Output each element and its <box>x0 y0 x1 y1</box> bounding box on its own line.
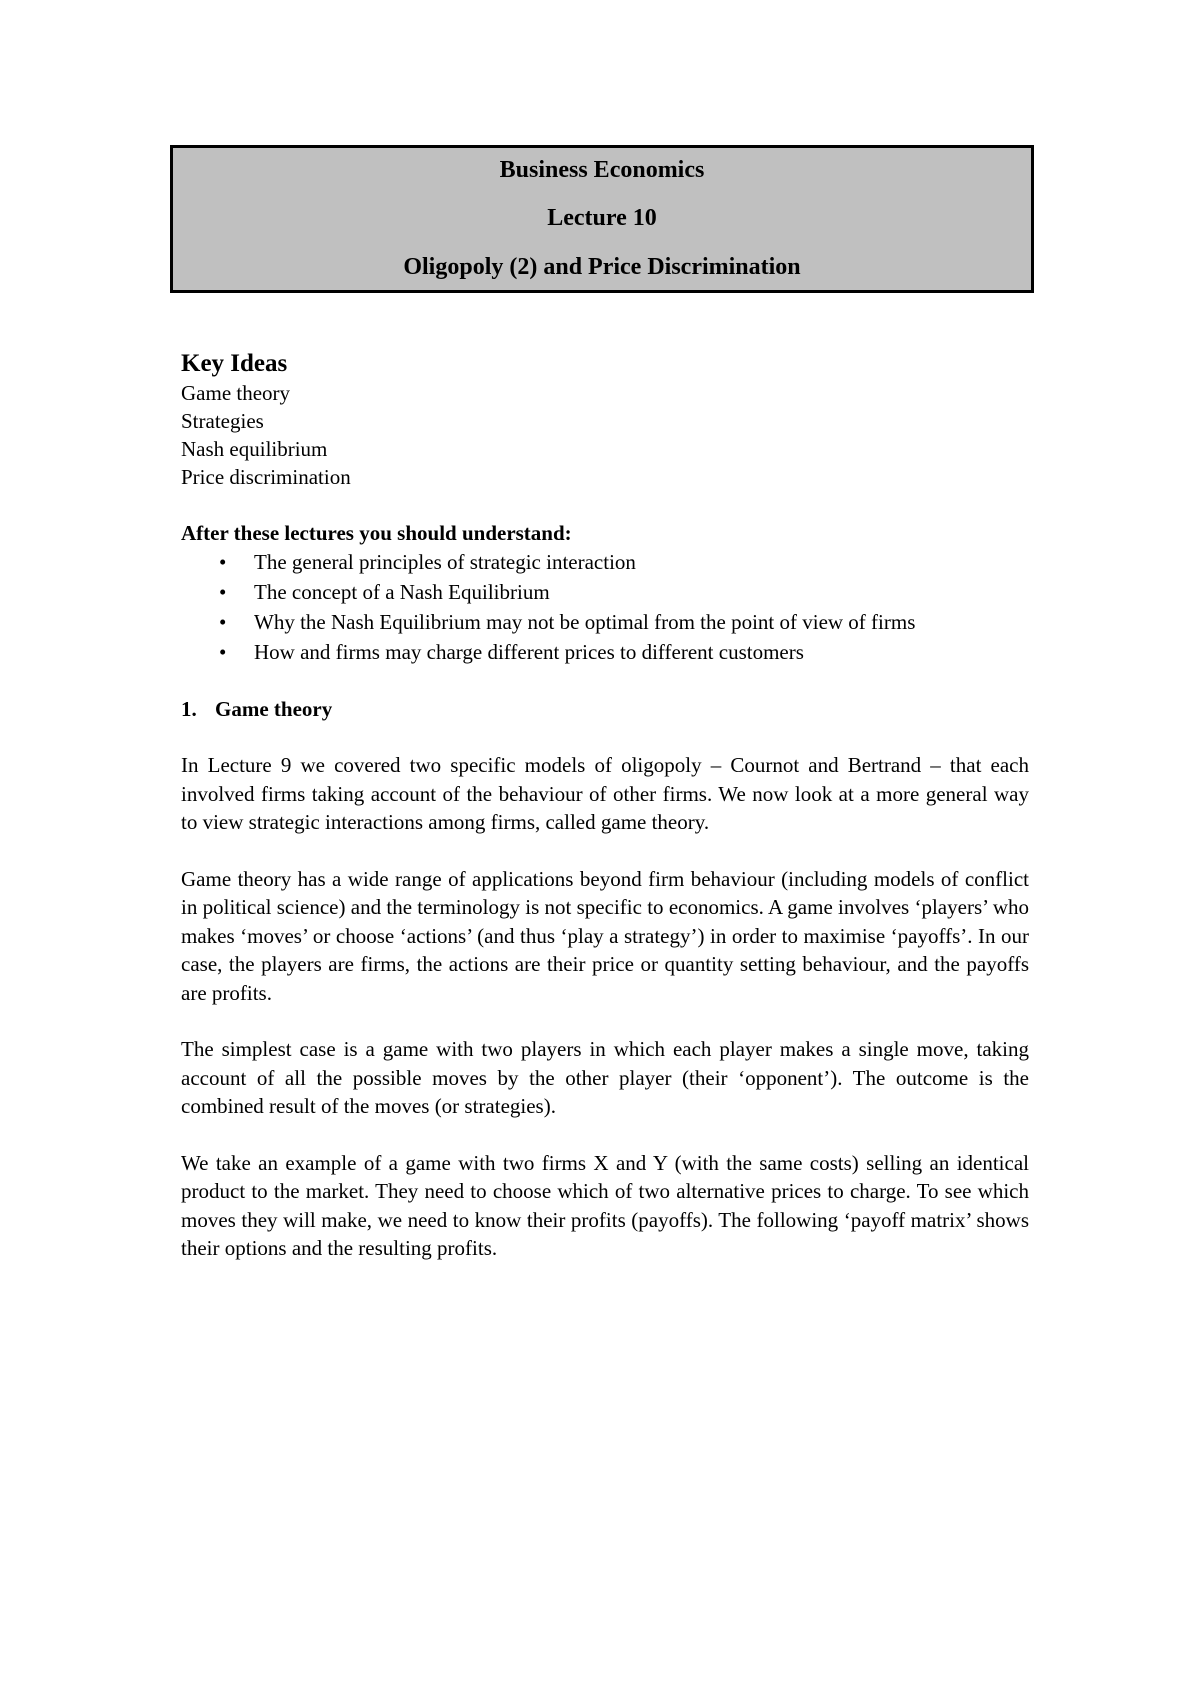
learning-outcomes-list <box>181 547 1029 667</box>
paragraph: In Lecture 9 we covered two specific models of oligopoly – Cournot and Bertrand – that each involved firms taking account of the behaviour of other firms. We now look at a more general way to view strategic interactions among firms, called game theory. <box>181 753 1029 834</box>
key-idea-item: Nash equilibrium <box>181 437 328 461</box>
key-idea-item: Strategies <box>181 409 264 433</box>
section-title: Game theory <box>215 697 333 721</box>
key-idea-item: Game theory <box>181 381 291 405</box>
learning-outcome-item <box>181 577 1029 607</box>
learning-outcome-item <box>181 607 1029 637</box>
spacer <box>181 667 1029 695</box>
bullet-icon: • <box>219 640 227 664</box>
spacer <box>181 1121 1029 1149</box>
spacer <box>181 723 1029 751</box>
title-box <box>170 145 1034 293</box>
course-title: Business Economics <box>499 157 705 183</box>
lecture-title: Oligopoly (2) and Price Discrimination <box>403 254 801 280</box>
learning-outcome-item <box>181 547 1029 577</box>
section-heading <box>181 695 1029 723</box>
learning-outcome-text: The concept of a Nash Equilibrium <box>254 580 550 604</box>
learning-outcome-text: The general principles of strategic interaction <box>254 550 636 574</box>
learning-outcome-item <box>181 637 1029 667</box>
bullet-icon: • <box>219 580 227 604</box>
spacer <box>181 837 1029 865</box>
paragraph: Game theory has a wide range of applications beyond firm behaviour (including models of conflict in political science) and the terminology is not specific to economics. A game involves ‘players’ who makes ‘moves’ or choose ‘actions’ (and thus ‘play a strategy’) in order to maximise ‘payoffs’. In our case, the players are firms, the actions are their price or quantity setting behaviour, and the payoffs are profits. <box>181 866 1029 1005</box>
spacer <box>181 1007 1029 1035</box>
learning-outcome-text: How and firms may charge different prices to different customers <box>254 640 804 664</box>
key-ideas-list <box>181 379 1029 491</box>
learning-outcomes-heading: After these lectures you should understand: <box>181 521 572 545</box>
key-idea-item: Price discrimination <box>181 465 351 489</box>
lecture-number: Lecture 10 <box>547 205 657 231</box>
bullet-icon: • <box>219 550 227 574</box>
learning-outcome-text: Why the Nash Equilibrium may not be optimal from the point of view of firms <box>254 610 916 634</box>
paragraph: We take an example of a game with two firms X and Y (with the same costs) selling an identical product to the market. They need to choose which of two alternative prices to charge. To see which moves they will make, we need to know their profits (payoffs). The following ‘payoff matrix’ shows their options and the resulting profits. <box>181 1150 1029 1260</box>
document-body <box>181 349 1029 1263</box>
spacer <box>181 491 1029 519</box>
paragraph: The simplest case is a game with two players in which each player makes a single move, taking account of all the possible moves by the other player (their ‘opponent’). The outcome is the combined result of the moves (or strategies). <box>181 1037 1029 1118</box>
key-ideas-heading: Key Ideas <box>181 350 288 377</box>
bullet-icon: • <box>219 610 227 634</box>
section-number: 1. <box>181 697 197 721</box>
